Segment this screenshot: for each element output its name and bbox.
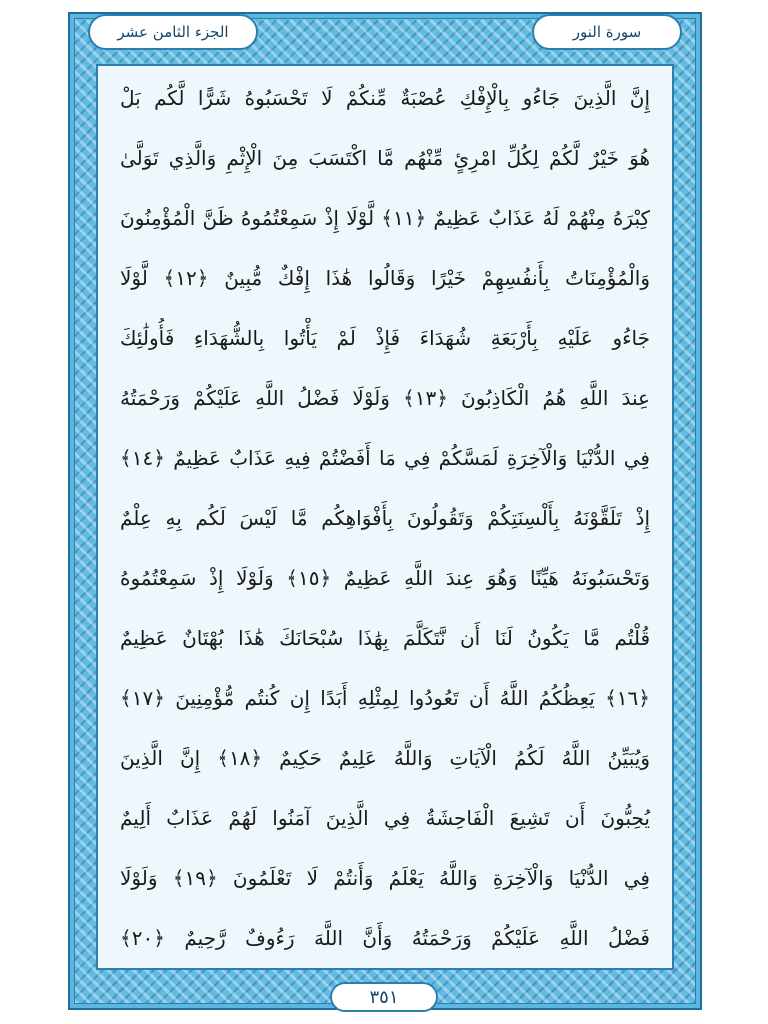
text-line-12: وَيُبَيِّنُ اللَّهُ لَكُمُ الْآيَاتِ وَاللَّهُ عَلِيمٌ حَكِيمٌ ﴿١٨﴾ إِنَّ الَّذِينَ bbox=[120, 746, 650, 770]
text-line-14: فِي الدُّنْيَا وَالْآخِرَةِ وَاللَّهُ يَعْلَمُ وَأَنتُمْ لَا تَعْلَمُونَ ﴿١٩﴾ وَلَوْلَا bbox=[120, 866, 650, 890]
text-line-10: قُلْتُم مَّا يَكُونُ لَنَا أَن نَّتَكَلَّمَ بِهَٰذَا سُبْحَانَكَ هَٰذَا بُهْتَانٌ عَظِيمٌ bbox=[120, 626, 650, 650]
page-number-badge bbox=[330, 982, 438, 1012]
text-line-11: ﴿١٦﴾ يَعِظُكُمُ اللَّهُ أَن تَعُودُوا لِمِثْلِهِ أَبَدًا إِن كُنتُم مُّؤْمِنِينَ ﴿١٧﴾ bbox=[120, 686, 650, 710]
text-line-3: كِبْرَهُ مِنْهُمْ لَهُ عَذَابٌ عَظِيمٌ ﴿١١﴾ لَّوْلَا إِذْ سَمِعْتُمُوهُ ظَنَّ الْمُؤْمِنُونَ bbox=[120, 206, 651, 230]
text-line-9: وَتَحْسَبُونَهُ هَيِّنًا وَهُوَ عِندَ اللَّهِ عَظِيمٌ ﴿١٥﴾ وَلَوْلَا إِذْ سَمِعْتُمُوهُ bbox=[120, 566, 651, 590]
text-line-8: إِذْ تَلَقَّوْنَهُ بِأَلْسِنَتِكُمْ وَتَقُولُونَ بِأَفْوَاهِكُم مَّا لَيْسَ لَكُم بِهِ عِلْمٌ bbox=[120, 506, 650, 530]
text-line-5: جَاءُو عَلَيْهِ بِأَرْبَعَةِ شُهَدَاءَ فَإِذْ لَمْ يَأْتُوا بِالشُّهَدَاءِ فَأُولَٰئِكَ bbox=[120, 326, 650, 350]
text-line-15: فَضْلُ اللَّهِ عَلَيْكُمْ وَرَحْمَتُهُ وَأَنَّ اللَّهَ رَءُوفٌ رَّحِيمٌ ﴿٢٠﴾ bbox=[120, 926, 650, 950]
text-panel bbox=[96, 64, 674, 970]
text-line-1: إِنَّ الَّذِينَ جَاءُو بِالْإِفْكِ عُصْبَةٌ مِّنكُمْ لَا تَحْسَبُوهُ شَرًّا لَّكُم بَلْ bbox=[120, 86, 650, 110]
text-line-13: يُحِبُّونَ أَن تَشِيعَ الْفَاحِشَةُ فِي الَّذِينَ آمَنُوا لَهُمْ عَذَابٌ أَلِيمٌ bbox=[120, 806, 650, 830]
surah-title: سورة النور bbox=[572, 23, 642, 41]
text-line-6: عِندَ اللَّهِ هُمُ الْكَاذِبُونَ ﴿١٣﴾ وَلَوْلَا فَضْلُ اللَّهِ عَلَيْكُمْ وَرَحْمَتُهُ bbox=[120, 386, 650, 410]
text-line-4: وَالْمُؤْمِنَاتُ بِأَنفُسِهِمْ خَيْرًا وَقَالُوا هَٰذَا إِفْكٌ مُّبِينٌ ﴿١٢﴾ لَّوْلَا bbox=[120, 266, 650, 290]
text-line-7: فِي الدُّنْيَا وَالْآخِرَةِ لَمَسَّكُمْ فِي مَا أَفَضْتُمْ فِيهِ عَذَابٌ عَظِيمٌ ﴿١٤﴾ bbox=[120, 446, 650, 470]
juz-title-cartouche bbox=[88, 14, 258, 50]
text-line-2: هُوَ خَيْرٌ لَّكُمْ لِكُلِّ امْرِئٍ مِّنْهُم مَّا اكْتَسَبَ مِنَ الْإِثْمِ وَالَّذِي تَوَلَّىٰ bbox=[120, 146, 650, 170]
juz-title: الجزء الثامن عشر bbox=[117, 23, 229, 41]
surah-title-cartouche bbox=[532, 14, 682, 50]
page-number: ٣٥١ bbox=[369, 986, 399, 1008]
